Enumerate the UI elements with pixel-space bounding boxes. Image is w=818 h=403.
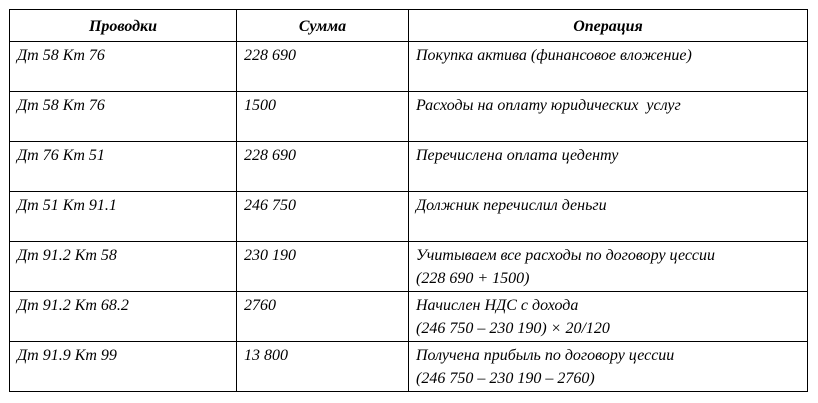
operation-cell (409, 142, 808, 192)
posting-cell: Дт 58 Кт 76 (10, 92, 237, 142)
header-operation: Операция (409, 10, 808, 42)
amount-cell: 13 800 (237, 342, 409, 392)
operation-line-1: Получена прибыль по договору цессии (416, 347, 675, 364)
amount-cell: 228 690 (237, 142, 409, 192)
operation-cell (409, 192, 808, 242)
operation-cell (409, 42, 808, 92)
table-row (10, 142, 808, 192)
operation-line-2: (246 750 – 230 190) × 20/120 (416, 320, 610, 337)
amount-cell: 1500 (237, 92, 409, 142)
table-row (10, 42, 808, 92)
operation-cell (409, 92, 808, 142)
header-postings: Проводки (10, 10, 237, 42)
operation-cell (409, 292, 808, 342)
operation-line-1: Учитываем все расходы по договору цессии (416, 247, 716, 264)
posting-cell: Дт 51 Кт 91.1 (10, 192, 237, 242)
operation-line-2: (228 690 + 1500) (416, 270, 530, 287)
table-header-row (10, 10, 808, 42)
operation-line-1: Покупка актива (финансовое вложение) (416, 47, 692, 64)
operation-line-2: (246 750 – 230 190 – 2760) (416, 370, 595, 387)
amount-cell: 228 690 (237, 42, 409, 92)
operation-line-1: Начислен НДС с дохода (416, 297, 579, 314)
amount-cell: 230 190 (237, 242, 409, 292)
table-row (10, 92, 808, 142)
table-row (10, 242, 808, 292)
operation-line-1: Расходы на оплату юридических услуг (416, 97, 681, 114)
posting-cell: Дт 91.9 Кт 99 (10, 342, 237, 392)
header-amount: Сумма (237, 10, 409, 42)
posting-cell: Дт 91.2 Кт 58 (10, 242, 237, 292)
operation-line-1: Перечислена оплата цеденту (416, 147, 619, 164)
postings-table (9, 9, 808, 392)
posting-cell: Дт 91.2 Кт 68.2 (10, 292, 237, 342)
posting-cell: Дт 58 Кт 76 (10, 42, 237, 92)
amount-cell: 2760 (237, 292, 409, 342)
table-row (10, 192, 808, 242)
operation-cell (409, 342, 808, 392)
amount-cell: 246 750 (237, 192, 409, 242)
operation-cell (409, 242, 808, 292)
operation-line-1: Должник перечислил деньги (416, 197, 607, 214)
posting-cell: Дт 76 Кт 51 (10, 142, 237, 192)
table-row (10, 292, 808, 342)
table-row (10, 342, 808, 392)
